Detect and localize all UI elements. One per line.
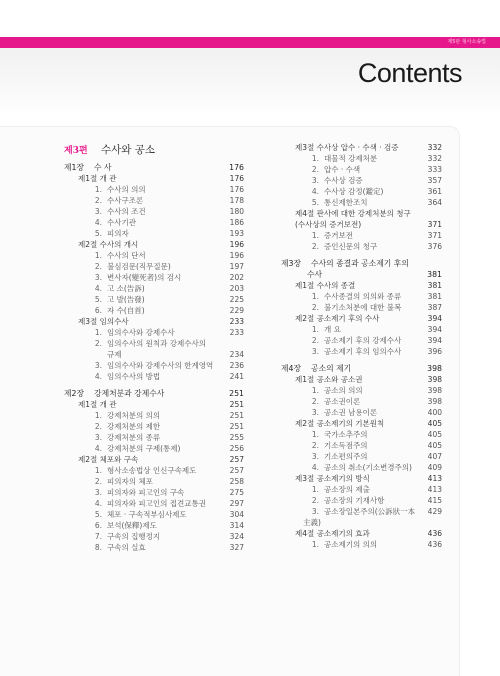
toc-item — [281, 346, 442, 357]
toc-item — [281, 495, 442, 506]
item-title: 임의수사의 방법 — [107, 372, 161, 381]
section-title: 제1절 개 관 — [78, 400, 117, 409]
section-title: 제3절 공소제기의 방식 — [295, 474, 370, 483]
item-title: 불기소처분에 대한 불복 — [324, 303, 402, 312]
item-title: 체포 · 구속적부심사제도 — [107, 510, 187, 519]
toc-item — [281, 197, 442, 208]
item-index: 1. — [94, 466, 102, 475]
toc-item — [281, 291, 442, 302]
page-number: 275 — [229, 488, 244, 497]
top-accent-bar — [0, 37, 500, 48]
section-title: 제3절 수사상 압수 · 수색 · 검증 — [295, 143, 399, 152]
item-title: 강제처분의 종류 — [107, 433, 161, 442]
part-number: 제3편 — [64, 146, 88, 156]
chapter-title: 수 사 — [94, 163, 112, 172]
toc-item — [64, 283, 244, 294]
page-number: 225 — [229, 295, 244, 304]
item-title: 공소권이론 — [324, 397, 361, 406]
toc-section — [64, 173, 244, 184]
page-number: 415 — [427, 496, 442, 505]
item-index: 1. — [311, 231, 319, 240]
item-title: 수사상 감정(鑑定) — [324, 187, 384, 196]
page-number: 203 — [229, 284, 244, 293]
page-number: 176 — [229, 185, 244, 194]
item-index: 3. — [94, 361, 102, 370]
item-title: 구속의 실효 — [107, 543, 146, 552]
section-title: (수사상의 증거보전) — [295, 220, 362, 229]
item-title: 구속의 집행정지 — [107, 532, 161, 541]
page-number: 176 — [229, 163, 244, 172]
item-title: 기소독점주의 — [324, 441, 368, 450]
page-number: 202 — [229, 273, 244, 282]
page-number: 387 — [427, 303, 442, 312]
page-number: 324 — [229, 532, 244, 541]
toc-item — [64, 498, 244, 509]
chapter-number: 제1장 — [64, 163, 85, 172]
item-title: 대물적 강제처분 — [324, 154, 378, 163]
toc-item — [64, 476, 244, 487]
page-number: 394 — [427, 314, 442, 323]
toc-section — [281, 374, 442, 385]
item-index: 6. — [94, 521, 102, 530]
page-number: 407 — [427, 452, 442, 461]
page-number: 178 — [229, 196, 244, 205]
item-index: 6. — [94, 306, 102, 315]
page-number: 398 — [427, 397, 442, 406]
section-title: 제4절 공소제기의 효과 — [295, 529, 370, 538]
section-title: 제1절 개 관 — [78, 174, 117, 183]
item-title: 공소장의 기재사항 — [324, 496, 385, 505]
item-title: 수사종결의 의의와 종류 — [324, 292, 402, 301]
item-index: 1. — [311, 325, 319, 334]
toc-chapter-continued — [281, 269, 442, 280]
item-title: 자 수(自首) — [107, 306, 145, 315]
item-index: 3. — [311, 452, 319, 461]
section-title: 제2절 수사의 개시 — [78, 240, 139, 249]
item-title: 통신제한조치 — [324, 198, 368, 207]
toc-item — [281, 175, 442, 186]
page-number: 314 — [229, 521, 244, 530]
toc-item — [64, 465, 244, 476]
page-number: 304 — [229, 510, 244, 519]
chapter-title: 수사의 종결과 공소제기 후의 — [311, 259, 409, 268]
item-title: 피의자와 피고인의 접견교통권 — [107, 499, 206, 508]
page-number: 251 — [229, 422, 244, 431]
page-number: 257 — [229, 466, 244, 475]
item-title: 공소제기 후의 임의수사 — [324, 347, 402, 356]
toc-section — [281, 418, 442, 429]
item-index: 2. — [311, 336, 319, 345]
toc-item — [64, 338, 244, 349]
item-index: 1. — [94, 185, 102, 194]
item-index: 1. — [94, 411, 102, 420]
chapter-number: 제2장 — [64, 389, 85, 398]
item-index: 1. — [311, 154, 319, 163]
toc-item — [281, 451, 442, 462]
section-title: 제1절 공소와 공소권 — [295, 375, 363, 384]
item-index: 2. — [311, 496, 319, 505]
page-number: 332 — [427, 154, 442, 163]
page-number: 381 — [427, 270, 442, 279]
page-number: 371 — [427, 231, 442, 240]
item-title: 공소의 취소(기소변경주의) — [324, 463, 412, 472]
toc-item — [64, 184, 244, 195]
item-index: 5. — [94, 229, 102, 238]
page-number: 297 — [229, 499, 244, 508]
page-number: 429 — [427, 507, 442, 516]
page-number: 398 — [427, 386, 442, 395]
item-index: 4. — [311, 463, 319, 472]
item-index: 5. — [311, 198, 319, 207]
item-title: 강제처분의 구제(통제) — [107, 444, 181, 453]
item-index: 1. — [311, 540, 319, 549]
toc-section — [281, 528, 442, 539]
page-number: 186 — [229, 218, 244, 227]
item-title: 보석(保釋)제도 — [107, 521, 157, 530]
page-number: 255 — [229, 433, 244, 442]
toc-item — [281, 396, 442, 407]
item-title: 불심검문(직무질문) — [107, 262, 171, 271]
page-number: 371 — [427, 220, 442, 229]
toc-item — [64, 443, 244, 454]
toc-chapter — [281, 258, 442, 269]
item-title: 임의수사의 원칙과 강제수사의 — [107, 339, 206, 348]
page-number: 436 — [427, 529, 442, 538]
toc-item — [281, 484, 442, 495]
toc-item — [281, 335, 442, 346]
toc-item — [281, 385, 442, 396]
page-number: 180 — [229, 207, 244, 216]
item-index: 1. — [94, 251, 102, 260]
item-index: 5. — [94, 295, 102, 304]
item-title: 임의수사와 강제수사 — [107, 328, 175, 337]
toc-left-column — [64, 142, 244, 553]
toc-section — [281, 280, 442, 291]
toc-item — [281, 302, 442, 313]
page-title: Contents — [357, 58, 462, 88]
toc-item — [281, 429, 442, 440]
item-title: 수사구조론 — [107, 196, 144, 205]
item-index: 3. — [94, 207, 102, 216]
item-index: 4. — [94, 444, 102, 453]
toc-section — [64, 399, 244, 410]
item-title: 개 요 — [324, 325, 341, 334]
item-index: 3. — [311, 507, 319, 516]
item-title: 증거보전 — [324, 231, 353, 240]
page-number: 256 — [229, 444, 244, 453]
toc-item — [64, 410, 244, 421]
item-index: 8. — [94, 543, 102, 552]
item-title: 압수 · 수색 — [324, 165, 361, 174]
toc-item — [64, 294, 244, 305]
section-title: 제2절 공소제기의 기본원칙 — [295, 419, 385, 428]
item-title: 변사자(變死者)의 검시 — [107, 273, 182, 282]
item-index: 4. — [94, 218, 102, 227]
item-index: 2. — [94, 422, 102, 431]
page-number: 405 — [427, 419, 442, 428]
page-number: 332 — [427, 143, 442, 152]
toc-section — [281, 473, 442, 484]
toc-section-continued — [281, 219, 442, 230]
toc-item — [281, 153, 442, 164]
item-index: 3. — [311, 176, 319, 185]
toc-section — [281, 142, 442, 153]
item-index: 3. — [311, 408, 319, 417]
toc-section — [64, 239, 244, 250]
page-number: 400 — [427, 408, 442, 417]
toc-item — [64, 228, 244, 239]
item-index: 3. — [311, 347, 319, 356]
item-title: 임의수사와 강제수사의 한계영역 — [107, 361, 214, 370]
page-number: 409 — [427, 463, 442, 472]
toc-item — [281, 324, 442, 335]
section-title: 제3절 임의수사 — [78, 317, 129, 326]
item-index: 1. — [311, 430, 319, 439]
item-title: 공소제기의 의의 — [324, 540, 378, 549]
toc-item — [64, 509, 244, 520]
page-number: 241 — [229, 372, 244, 381]
toc-item — [281, 407, 442, 418]
toc-item — [64, 272, 244, 283]
toc-chapter — [281, 363, 442, 374]
toc-section — [281, 208, 442, 219]
toc-section — [281, 313, 442, 324]
item-index: 7. — [94, 532, 102, 541]
toc-item — [64, 206, 244, 217]
toc-item — [64, 360, 244, 371]
page-number: 381 — [427, 281, 442, 290]
toc-item — [281, 440, 442, 451]
item-index: 2. — [311, 303, 319, 312]
toc-item — [281, 462, 442, 473]
toc-item — [64, 261, 244, 272]
page-number: 436 — [427, 540, 442, 549]
toc-item — [64, 327, 244, 338]
item-title: 기소편의주의 — [324, 452, 368, 461]
item-title: 피의자 — [107, 229, 129, 238]
page-number: 233 — [229, 317, 244, 326]
item-index: 3. — [94, 433, 102, 442]
item-title: 피의자의 체포 — [107, 477, 153, 486]
toc-item — [64, 217, 244, 228]
page-number: 361 — [427, 187, 442, 196]
item-title: 공소제기 후의 강제수사 — [324, 336, 402, 345]
section-title: 제4절 판사에 대한 강제처분의 청구 — [295, 209, 411, 218]
page-number: 251 — [229, 400, 244, 409]
item-index: 1. — [311, 292, 319, 301]
page-number: 327 — [229, 543, 244, 552]
toc-item — [64, 542, 244, 553]
item-title: 공소권 남용이론 — [324, 408, 378, 417]
chapter-title: 강제처분과 강제수사 — [94, 389, 165, 398]
item-index: 4. — [94, 372, 102, 381]
toc-item — [64, 305, 244, 316]
toc-item-continued — [64, 349, 244, 360]
item-index: 2. — [311, 397, 319, 406]
toc-item — [64, 520, 244, 531]
item-title: 공소의 의의 — [324, 386, 363, 395]
page-number: 398 — [427, 364, 442, 373]
item-index: 2. — [94, 196, 102, 205]
toc-item — [281, 186, 442, 197]
page-number: 413 — [427, 485, 442, 494]
page-number: 376 — [427, 242, 442, 251]
item-index: 1. — [94, 328, 102, 337]
item-index: 1. — [311, 485, 319, 494]
page-number: 251 — [229, 411, 244, 420]
item-index: 3. — [94, 273, 102, 282]
toc-item — [281, 539, 442, 550]
book-label: 제5판 형사소송법 — [447, 39, 486, 45]
toc-right-column — [281, 142, 442, 550]
chapter-title: 수사 — [307, 270, 323, 279]
page-number: 357 — [427, 176, 442, 185]
item-title: 규제 — [107, 350, 122, 359]
toc-section — [64, 316, 244, 327]
item-title: 강제처분의 의의 — [107, 411, 161, 420]
toc-chapter — [64, 162, 244, 173]
toc-item — [64, 371, 244, 382]
item-title: 국가소추주의 — [324, 430, 368, 439]
item-index: 2. — [311, 165, 319, 174]
item-title: 수사의 의의 — [107, 185, 146, 194]
section-title: 제2절 공소제기 후의 수사 — [295, 314, 380, 323]
item-index: 2. — [311, 242, 319, 251]
item-title: 증인신문의 청구 — [324, 242, 378, 251]
page-number: 398 — [427, 375, 442, 384]
chapter-number: 제3장 — [281, 259, 302, 268]
item-title: 고 소(告訴) — [107, 284, 145, 293]
item-title: 공소장의 제출 — [324, 485, 370, 494]
page-number: 197 — [229, 262, 244, 271]
item-index: 4. — [94, 499, 102, 508]
toc-item — [281, 164, 442, 175]
item-title: 수사의 단서 — [107, 251, 146, 260]
page-number: 381 — [427, 292, 442, 301]
item-index: 2. — [94, 339, 102, 348]
toc-item — [64, 487, 244, 498]
page-number: 196 — [229, 240, 244, 249]
part-heading — [64, 142, 244, 159]
page-number: 233 — [229, 328, 244, 337]
toc-item — [281, 506, 442, 528]
part-title: 수사와 공소 — [101, 144, 156, 156]
chapter-number: 제4장 — [281, 364, 302, 373]
item-title: 수사기관 — [107, 218, 136, 227]
page-number: 394 — [427, 336, 442, 345]
toc-chapter — [64, 388, 244, 399]
page-number: 405 — [427, 441, 442, 450]
item-index: 2. — [94, 477, 102, 486]
chapter-title: 공소의 제기 — [311, 364, 352, 373]
page-number: 364 — [427, 198, 442, 207]
page-number: 176 — [229, 174, 244, 183]
section-title: 제2절 체포와 구속 — [78, 455, 139, 464]
page-number: 196 — [229, 251, 244, 260]
item-title: 공소장일본주의(公訴狀一本主義) — [303, 507, 416, 527]
section-title: 제1절 수사의 종결 — [295, 281, 356, 290]
item-index: 4. — [94, 284, 102, 293]
item-title: 형사소송법상 인신구속제도 — [107, 466, 197, 475]
item-index: 2. — [311, 441, 319, 450]
page-number: 234 — [229, 350, 244, 359]
page-number: 396 — [427, 347, 442, 356]
item-index: 2. — [94, 262, 102, 271]
page-number: 251 — [229, 389, 244, 398]
page-number: 257 — [229, 455, 244, 464]
page-number: 405 — [427, 430, 442, 439]
toc-item — [64, 432, 244, 443]
page-number: 394 — [427, 325, 442, 334]
item-title: 수사상 검증 — [324, 176, 363, 185]
page-number: 193 — [229, 229, 244, 238]
page-number: 236 — [229, 361, 244, 370]
item-index: 5. — [94, 510, 102, 519]
item-title: 고 발(告發) — [107, 295, 145, 304]
toc-section — [64, 454, 244, 465]
toc-item — [64, 250, 244, 261]
page-number: 258 — [229, 477, 244, 486]
page-number: 413 — [427, 474, 442, 483]
page-number: 229 — [229, 306, 244, 315]
item-index: 1. — [311, 386, 319, 395]
item-title: 피의자와 피고인의 구속 — [107, 488, 185, 497]
toc-item — [281, 241, 442, 252]
item-title: 강제처분의 제한 — [107, 422, 161, 431]
toc-item — [64, 421, 244, 432]
toc-item — [64, 195, 244, 206]
toc-item — [281, 230, 442, 241]
item-index: 4. — [311, 187, 319, 196]
toc-item — [64, 531, 244, 542]
page-number: 333 — [427, 165, 442, 174]
item-title: 수사의 조건 — [107, 207, 146, 216]
item-index: 3. — [94, 488, 102, 497]
